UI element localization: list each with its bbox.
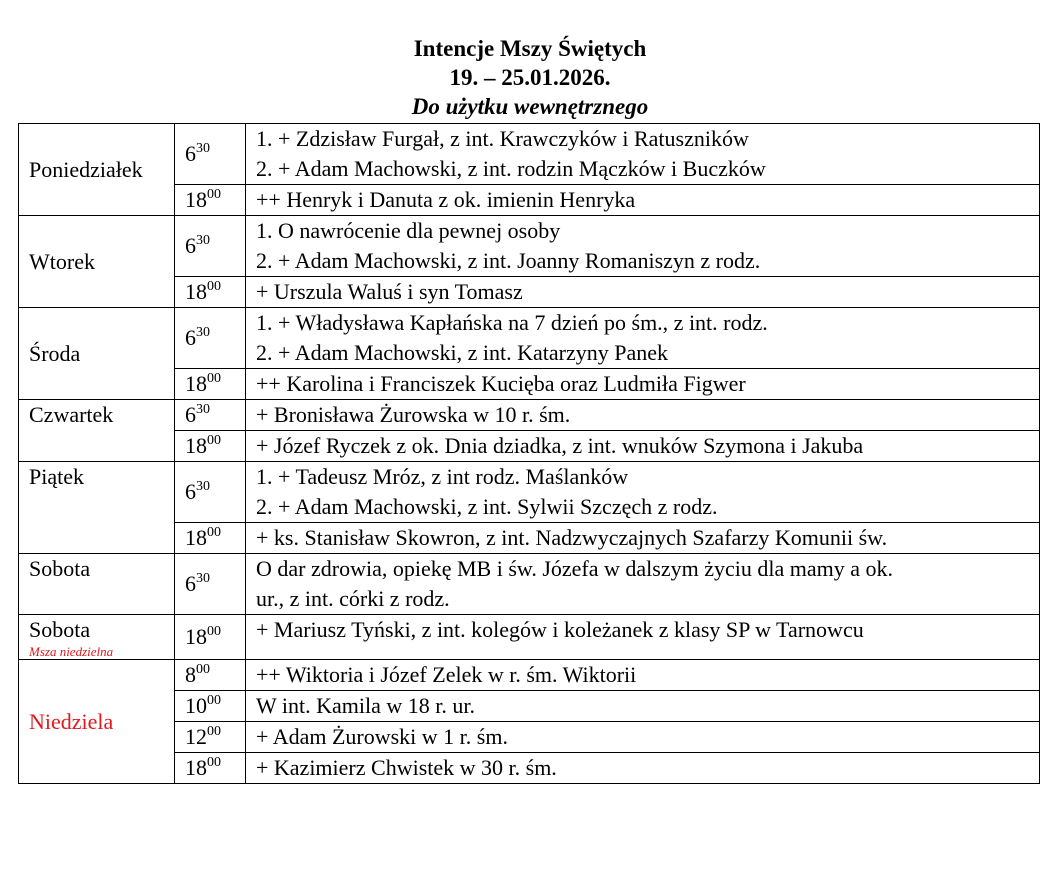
mass-time: $6^{30}$ — [175, 124, 246, 185]
intention-cell: W int. Kamila w 18 r. ur. — [246, 691, 1040, 722]
intention-cell: 1. O nawrócenie dla pewnej osoby 2. + Adam Machowski, z int. Joanny Romaniszyn z rodz. — [246, 216, 1040, 277]
intention-cell: ++ Henryk i Danuta z ok. imienin Henryka — [246, 185, 1040, 216]
document-title: Intencje Mszy Świętych — [413, 36, 647, 61]
intention-cell: + Mariusz Tyński, z int. kolegów i koleżanek z klasy SP w Tarnowcu — [246, 615, 1040, 660]
intention-cell: + ks. Stanisław Skowron, z int. Nadzwyczajnych Szafarzy Komunii św. — [246, 523, 1040, 554]
intention-cell: 1. + Władysława Kapłańska na 7 dzień po śm., z int. rodz. 2. + Adam Machowski, z int. Katarzyny Panek — [246, 308, 1040, 369]
day-cell: Czwartek — [19, 400, 175, 462]
mass-time: $8^{00}$ — [175, 660, 246, 691]
mass-time: $18^{00}$ — [175, 431, 246, 462]
day-cell: Niedziela — [19, 660, 175, 784]
table-row — [19, 216, 1040, 277]
table-row — [19, 554, 1040, 615]
mass-time: $6^{30}$ — [175, 308, 246, 369]
mass-time: $18^{00}$ — [175, 369, 246, 400]
intention-cell: + Józef Ryczek z ok. Dnia dziadka, z int. wnuków Szymona i Jakuba — [246, 431, 1040, 462]
sunday-mass-note: Msza niedzielna — [29, 644, 114, 659]
day-cell: Środa — [19, 308, 175, 400]
table-row — [19, 124, 1040, 185]
table-row — [19, 308, 1040, 369]
day-cell — [19, 615, 175, 660]
intention-cell: O dar zdrowia, opiekę MB i św. Józefa w dalszym życiu dla mamy a ok. ur., z int. córki z rodz. — [246, 554, 1040, 615]
intention-cell: ++ Wiktoria i Józef Zelek w r. śm. Wiktorii — [246, 660, 1040, 691]
intention-cell: ++ Karolina i Franciszek Kucięba oraz Ludmiła Figwer — [246, 369, 1040, 400]
date-range: 19. – 25.01.2026. — [449, 65, 611, 90]
day-cell: Poniedziałek — [19, 124, 175, 216]
mass-time: $6^{30}$ — [175, 400, 246, 431]
table-row — [19, 660, 1040, 691]
mass-time: $18^{00}$ — [175, 185, 246, 216]
document-header — [0, 34, 1060, 121]
day-cell: Piątek — [19, 462, 175, 554]
mass-intentions-table — [18, 123, 1040, 784]
mass-time: $10^{00}$ — [175, 691, 246, 722]
intention-cell: + Bronisława Żurowska w 10 r. śm. — [246, 400, 1040, 431]
mass-time: $18^{00}$ — [175, 523, 246, 554]
mass-time: $6^{30}$ — [175, 554, 246, 615]
mass-time: $12^{00}$ — [175, 722, 246, 753]
day-cell: Sobota — [19, 554, 175, 615]
mass-time: $18^{00}$ — [175, 615, 246, 660]
day-cell: Wtorek — [19, 216, 175, 308]
mass-time: $6^{30}$ — [175, 462, 246, 523]
intention-cell: + Urszula Waluś i syn Tomasz — [246, 277, 1040, 308]
document-subtitle: Do użytku wewnętrznego — [411, 94, 649, 119]
intention-cell: 1. + Zdzisław Furgał, z int. Krawczyków i Ratuszników 2. + Adam Machowski, z int. rodzin Mączków i Buczków — [246, 124, 1040, 185]
intention-cell: 1. + Tadeusz Mróz, z int rodz. Maślanków 2. + Adam Machowski, z int. Sylwii Szczęch z rodz. — [246, 462, 1040, 523]
intention-cell: + Adam Żurowski w 1 r. śm. — [246, 722, 1040, 753]
table-row — [19, 462, 1040, 523]
day-name: Sobota — [29, 617, 91, 642]
table-row — [19, 400, 1040, 431]
table-row — [19, 615, 1040, 660]
mass-time: $6^{30}$ — [175, 216, 246, 277]
mass-time: $18^{00}$ — [175, 277, 246, 308]
intention-cell: + Kazimierz Chwistek w 30 r. śm. — [246, 753, 1040, 784]
mass-time: $18^{00}$ — [175, 753, 246, 784]
